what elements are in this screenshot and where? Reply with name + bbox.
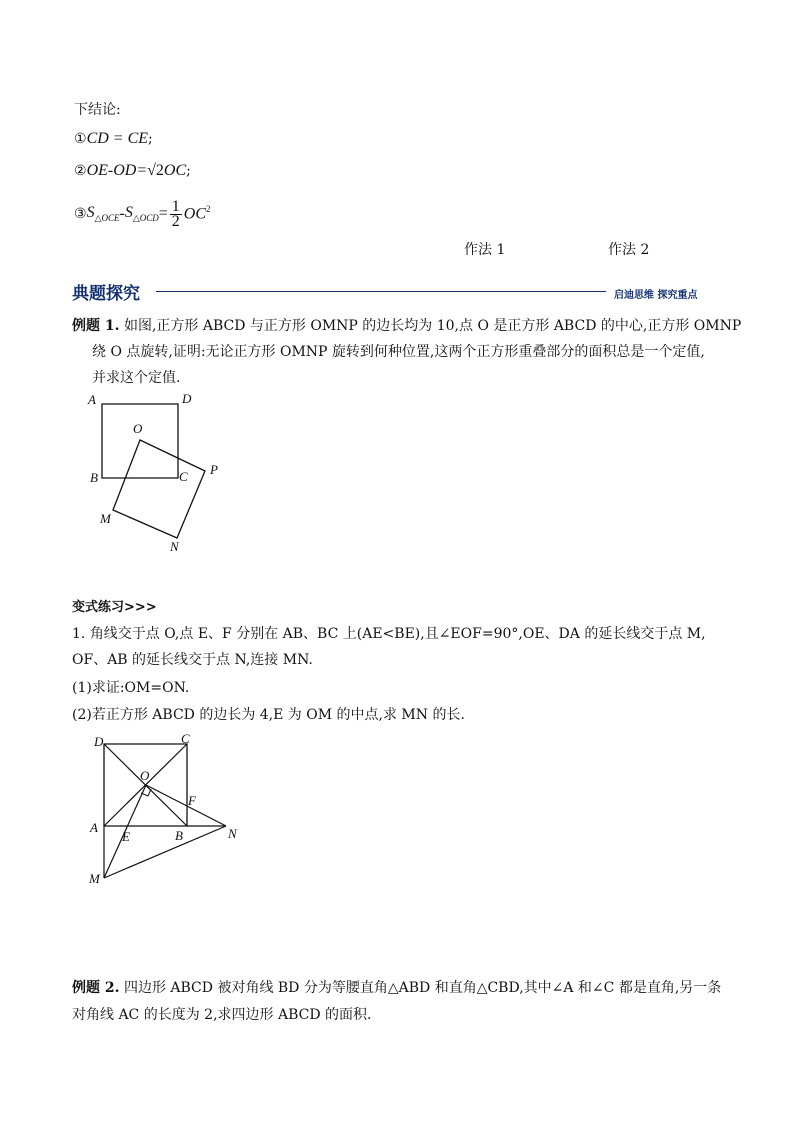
label-m-2: M: [89, 871, 100, 886]
practice-q1-line1-text: 角线交于点 O,点 E、F 分别在 AB、BC 上(AE<BE),且∠EOF=90°,OE、DA 的延长线交于点 M,: [89, 626, 706, 642]
conclusion-3-fraction: [170, 197, 182, 230]
section-title: 典题探究: [72, 284, 140, 304]
example2-label: 例题 2.: [72, 980, 120, 996]
segment-on: [146, 785, 226, 826]
conclusion-1: [74, 128, 153, 149]
s1-letter: S: [86, 204, 95, 221]
fraction-numerator: 1: [171, 197, 180, 215]
square-omnp: [113, 440, 205, 538]
label-o-2: O: [140, 768, 150, 783]
conclusion-3-dash: -: [119, 205, 125, 222]
conclusion-3: [74, 194, 211, 234]
s1-subscript: △OCE: [94, 213, 120, 223]
label-b-2: B: [175, 828, 183, 843]
section-rule: [156, 291, 606, 292]
practice-q1-line2: OF、AB 的延长线交于点 N,连接 MN.: [72, 652, 313, 668]
practice-figure: [84, 728, 254, 893]
oc-text: OC: [183, 205, 207, 223]
example1-figure: [80, 388, 240, 558]
example1-label: 例题 1.: [72, 318, 120, 334]
label-a-2: A: [90, 820, 98, 835]
label-n-2: N: [228, 826, 237, 841]
example2-line2: 对角线 AC 的长度为 2,求四边形 ABCD 的面积.: [72, 1007, 372, 1023]
practice-part1: (1)求证:OM=ON.: [72, 680, 190, 696]
conclusion-1-marker: ①: [74, 131, 87, 147]
label-c-2: C: [181, 731, 190, 746]
label-d: D: [182, 391, 192, 406]
example1-line1: [72, 316, 741, 336]
method-2-label: 作法 2: [608, 242, 650, 258]
example1-line1-text: 如图,正方形 ABCD 与正方形 OMNP 的边长均为 10,点 O 是正方形 ABCD 的中心,正方形 OMNP: [123, 318, 742, 334]
conclusion-2: [74, 160, 191, 181]
label-o: O: [133, 421, 143, 436]
practice-q1-label: 1.: [72, 626, 86, 642]
conclusion-2-root: √2: [147, 162, 164, 179]
intro-tail-text: 下结论:: [74, 102, 121, 118]
s2-subscript: △OCD: [132, 213, 159, 223]
conclusion-2-marker: ②: [74, 163, 87, 179]
practice-heading: 变式练习>>>: [72, 600, 157, 615]
label-b: B: [90, 470, 98, 485]
practice-part2: (2)若正方形 ABCD 的边长为 4,E 为 OM 的中点,求 MN 的长.: [72, 707, 465, 723]
conclusion-2-lhs: OE-OD=: [86, 162, 148, 179]
example1-line3: 并求这个定值.: [92, 370, 181, 386]
conclusion-3-s1: [87, 204, 120, 224]
method-1-label: 作法 1: [464, 242, 506, 258]
conclusion-3-eq: =: [158, 205, 168, 222]
label-d-2: D: [94, 734, 104, 749]
label-p: P: [210, 462, 218, 477]
label-a: A: [88, 392, 96, 407]
conclusion-2-end: ;: [186, 163, 191, 179]
example1-line2: 绕 O 点旋转,证明:无论正方形 OMNP 旋转到何种位置,这两个正方形重叠部分的面积总是一个定值,: [92, 344, 705, 360]
example2-line1: [72, 978, 721, 998]
practice-q1-line1: [72, 624, 706, 644]
conclusion-1-end: ;: [148, 131, 153, 147]
conclusion-3-s2: [125, 204, 159, 224]
s2-letter: S: [124, 204, 133, 221]
fraction-denominator: 2: [171, 212, 180, 230]
conclusion-2-rhs: OC: [163, 162, 187, 179]
label-n: N: [170, 539, 179, 554]
oc-exponent: 2: [206, 204, 211, 215]
label-m: M: [100, 511, 111, 526]
example2-line1-text: 四边形 ABCD 被对角线 BD 分为等腰直角△ABD 和直角△CBD,其中∠A 和∠C 都是直角,另一条: [123, 980, 722, 996]
label-f-2: F: [188, 793, 196, 808]
label-c: C: [179, 469, 188, 484]
conclusion-1-math: CD = CE: [86, 130, 149, 147]
section-tagline: 启迪思维 探究重点: [614, 290, 698, 301]
label-e-2: E: [122, 829, 130, 844]
conclusion-3-oc: [184, 204, 211, 223]
conclusion-3-marker: ③: [74, 206, 87, 222]
